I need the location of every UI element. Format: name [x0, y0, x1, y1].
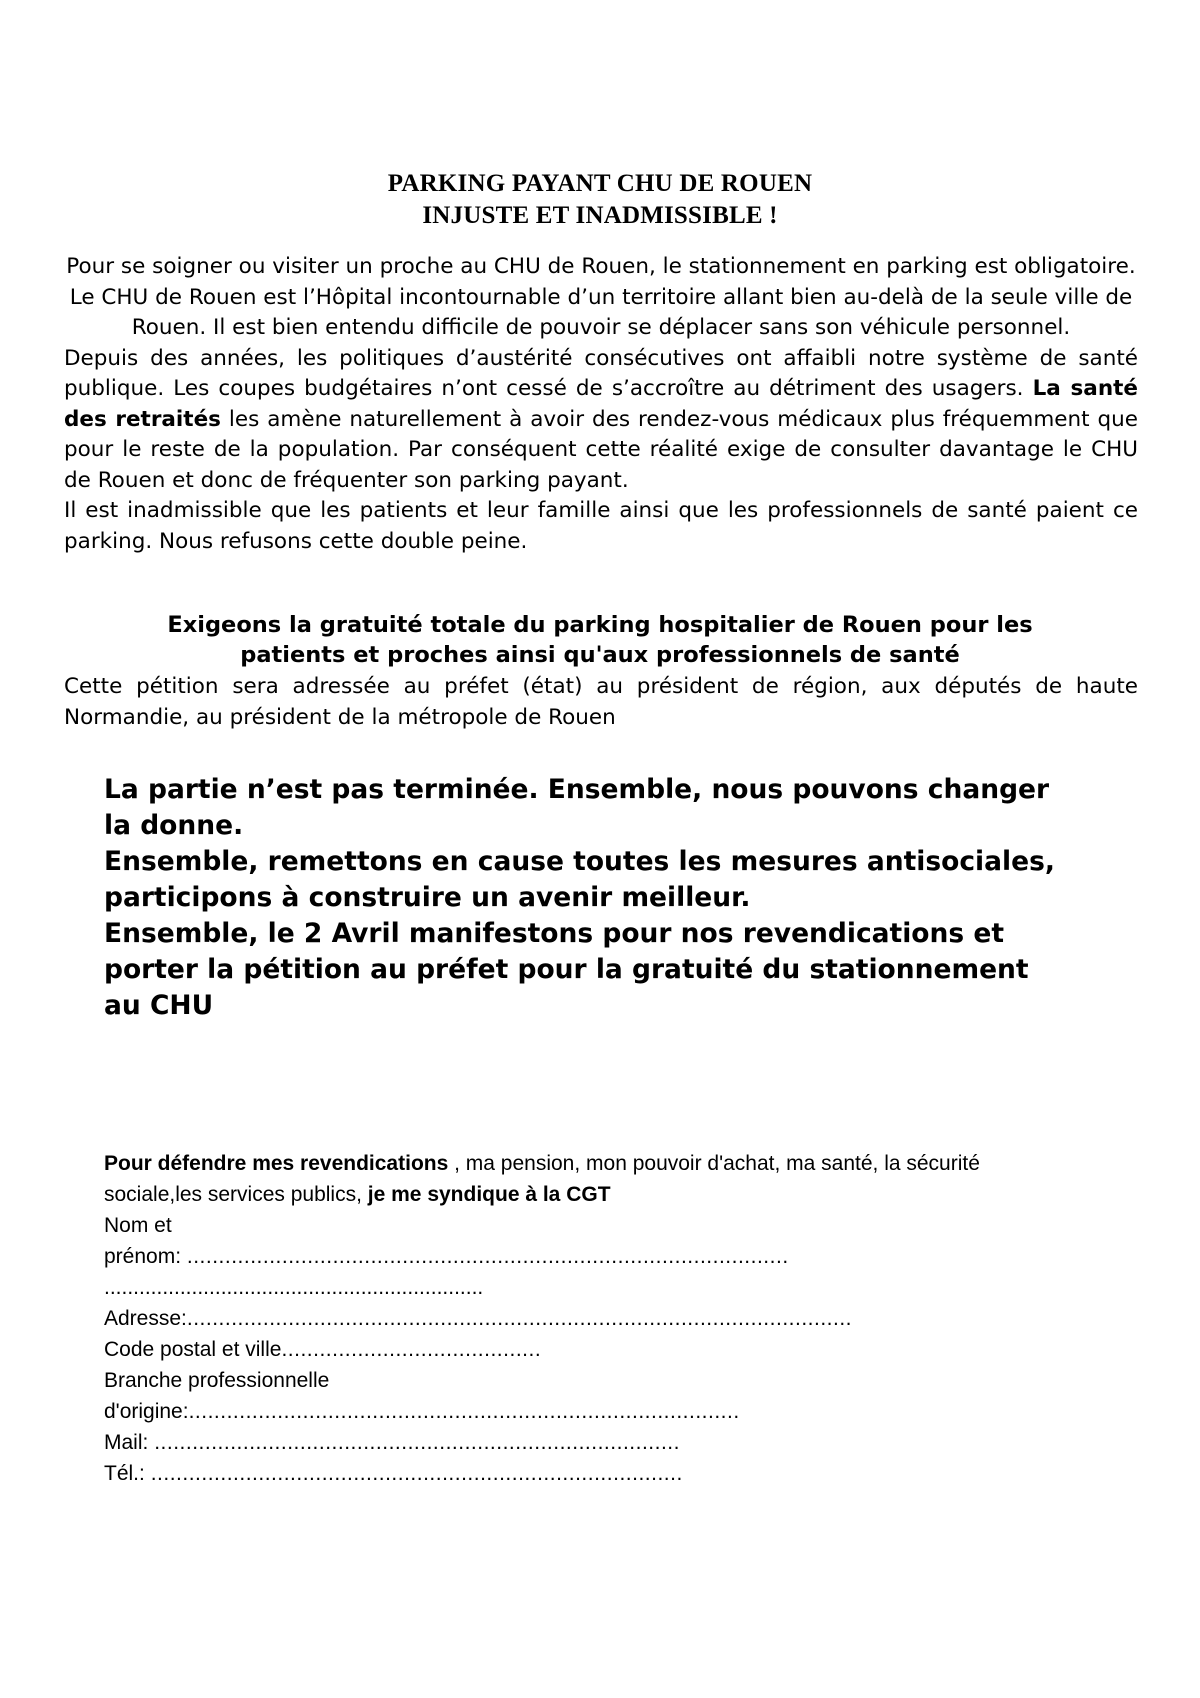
body-text-block	[64, 252, 1138, 557]
field-name-label: prénom:	[104, 1245, 187, 1268]
membership-form	[104, 1148, 1064, 1489]
field-name[interactable]	[104, 1241, 1064, 1272]
cta-line-3: Ensemble, le 2 Avril manifestons pour nos revendications et porter la pétition au préfet pour la gratuité du stationnement au CHU	[104, 918, 1029, 1021]
field-phone-label: Tél.:	[104, 1462, 151, 1485]
field-address-label: Adresse:	[104, 1307, 187, 1330]
field-branch[interactable]	[104, 1396, 1064, 1427]
title-line-1: PARKING PAYANT CHU DE ROUEN	[387, 170, 813, 197]
field-phone[interactable]	[104, 1458, 1064, 1489]
field-postal-city[interactable]	[104, 1334, 1064, 1365]
field-postal-city-dots: .........................................	[281, 1338, 542, 1361]
field-branch-label-line1: Branche professionnelle	[104, 1369, 330, 1392]
page-title	[0, 168, 1200, 232]
petition-recipients: Cette pétition sera adressée au préfet (état) au président de région, aux députés de haute Normandie, au président de la métropole de Rouen	[64, 674, 1138, 730]
paragraph-inadmissible: Il est inadmissible que les patients et leur famille ainsi que les professionnels de santé paient ce parking. Nous refusons cette double peine.	[64, 498, 1138, 554]
austerity-text-after: les amène naturellement à avoir des rendez-vous médicaux plus fréquemment que pour le reste de la population. Par conséquent cette réalité exige de consulter davantage le CHU de Rouen et donc de fréquenter son parking payant.	[64, 406, 1138, 493]
field-mail-dots: ...................................................................................	[154, 1431, 680, 1454]
austerity-text-before: Depuis des années, les politiques d’austérité consécutives ont affaibli notre système de santé publique. Les coupes budgétaires n’ont cessé de s’accroître au détriment des usagers.	[64, 345, 1138, 401]
membership-intro	[104, 1148, 1064, 1210]
membership-intro-text: , ma pension, mon pouvoir d'achat, ma santé, la sécurité sociale,les services publics,	[104, 1152, 980, 1206]
field-address[interactable]	[104, 1303, 1064, 1334]
demand-statement: Exigeons la gratuité totale du parking hospitalier de Rouen pour les patients et proches ainsi qu'aux professionnels de santé	[167, 612, 1033, 668]
call-to-action-block	[104, 772, 1064, 1024]
paragraph-intro: Pour se soigner ou visiter un proche au CHU de Rouen, le stationnement en parking est obligatoire. Le CHU de Rouen est l’Hôpital incontournable d’un territoire allant bien au-delà de la seule ville de Rouen. Il est bien entendu difficile de pouvoir se déplacer sans son véhicule personnel.	[66, 254, 1136, 340]
field-address-dots: .........................................................................................................	[186, 1307, 852, 1330]
title-line-2: INJUSTE ET INADMISSIBLE !	[422, 202, 778, 229]
field-name-dots: ...............................................................................................	[186, 1245, 789, 1268]
cta-line-1: La partie n’est pas terminée. Ensemble, nous pouvons changer la donne.	[104, 774, 1050, 841]
field-phone-dots: ....................................................................................	[150, 1462, 683, 1485]
membership-intro-bold-1: Pour défendre mes revendications	[104, 1152, 449, 1175]
field-postal-city-label: Code postal et ville	[104, 1338, 282, 1361]
austerity-bold-phrase: La santé des retraités	[64, 376, 1138, 432]
form-fields	[104, 1210, 1064, 1489]
field-name-label-line1: Nom et	[104, 1214, 172, 1237]
membership-intro-bold-2: je me syndique à la CGT	[367, 1183, 611, 1206]
field-mail-label: Mail:	[104, 1431, 155, 1454]
paragraph-austerity	[64, 344, 1138, 497]
field-branch-label: d'origine:	[104, 1400, 189, 1423]
field-name-dots-overflow: .................................................................	[104, 1276, 484, 1299]
cta-line-2: Ensemble, remettons en cause toutes les mesures antisociales, participons à construire un avenir meilleur.	[104, 846, 1055, 913]
field-branch-dots: .......................................................................................	[188, 1400, 740, 1423]
field-mail[interactable]	[104, 1427, 1064, 1458]
